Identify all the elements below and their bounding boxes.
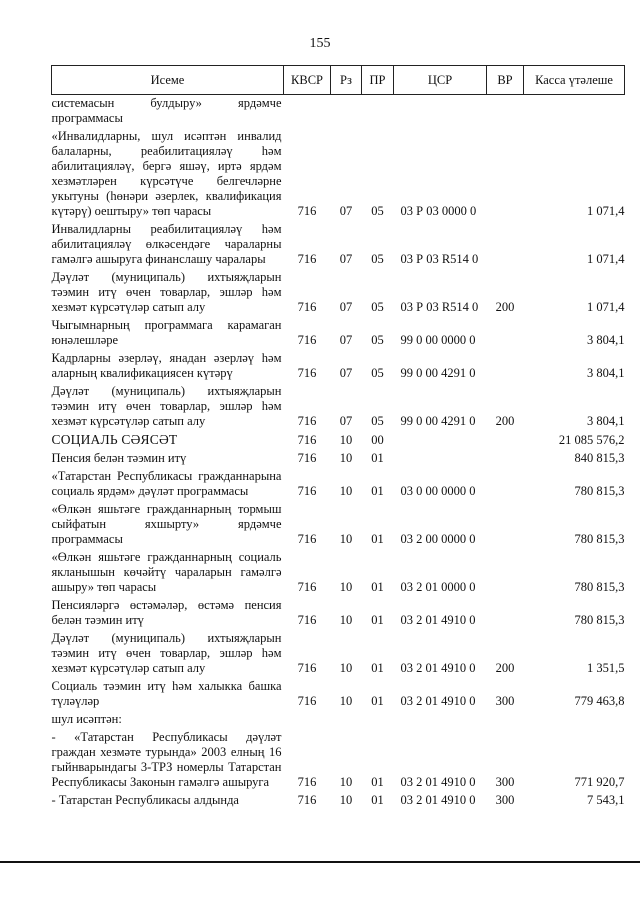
cell-pr: 01: [371, 484, 384, 498]
table-row: [52, 348, 625, 381]
cell-amount: 3 804,1: [587, 414, 625, 428]
cell-pr: 05: [371, 252, 384, 266]
cell-kvsr: [284, 709, 331, 727]
cell-pr: 05: [371, 204, 384, 218]
cell-amount: 1 071,4: [587, 300, 625, 314]
cell-amount: 21 085 576,2: [558, 433, 625, 447]
cell-amount: 780 815,3: [574, 580, 625, 594]
table-row: [52, 595, 625, 628]
cell-rz: 07: [339, 366, 353, 380]
cell-csr: [394, 709, 487, 727]
cell-rz: 10: [339, 580, 353, 594]
cell-vr: 300: [495, 793, 515, 807]
cell-pr: [362, 709, 394, 727]
cell-rz: [331, 95, 362, 127]
cell-rz: 10: [339, 661, 353, 675]
table-body: [52, 95, 625, 809]
cell-rz: 07: [339, 252, 353, 266]
cell-amount: 780 815,3: [574, 484, 625, 498]
cell-amount: [524, 709, 625, 727]
cell-kvsr: 716: [297, 775, 317, 789]
cell-pr: 01: [371, 613, 384, 627]
cell-csr: 99 0 00 4291 0: [400, 366, 476, 380]
column-header-kvsr: КВСР: [284, 66, 331, 95]
cell-vr: [487, 466, 524, 499]
cell-name: - «Татарстан Республикасы дәүләт граждан хезмәте турында» 2003 елның 16 гыйнварындагы 3-ТРЗ номерлы Татарстан Республикасы Законын гамәлгә ашыруга: [51, 730, 282, 789]
cell-kvsr: 716: [297, 252, 317, 266]
cell-csr: 03 2 00 0000 0: [400, 532, 476, 546]
cell-amount: [524, 95, 625, 127]
table-row: [52, 429, 625, 448]
cell-rz: 07: [339, 333, 353, 347]
table-row: [52, 315, 625, 348]
cell-vr: [487, 547, 524, 595]
cell-kvsr: 716: [297, 366, 317, 380]
cell-vr: [487, 219, 524, 267]
page-number: 155: [309, 36, 331, 51]
cell-vr: [487, 126, 524, 219]
cell-rz: 07: [339, 414, 353, 428]
cell-name: Чыгымнарның программага карамаган юнәлешләре: [51, 318, 282, 347]
cell-amount: 3 804,1: [587, 333, 625, 347]
cell-vr: [487, 595, 524, 628]
cell-kvsr: 716: [297, 532, 317, 546]
cell-pr: 00: [371, 433, 384, 447]
cell-vr: [487, 315, 524, 348]
cell-vr: 200: [495, 661, 515, 675]
cell-pr: 01: [371, 775, 384, 789]
cell-vr: 300: [495, 775, 515, 789]
column-header-name: Исеме: [52, 66, 284, 95]
cell-csr: 03 2 01 4910 0: [400, 694, 476, 708]
table-row: [52, 267, 625, 315]
cell-rz: [331, 709, 362, 727]
cell-pr: 01: [371, 580, 384, 594]
cell-amount: 779 463,8: [574, 694, 625, 708]
column-header-kassa: Касса үтәлеше: [524, 66, 625, 95]
cell-kvsr: 716: [297, 300, 317, 314]
cell-kvsr: 716: [297, 333, 317, 347]
cell-vr: [487, 499, 524, 547]
budget-table: [51, 65, 625, 808]
cell-csr: [394, 429, 487, 448]
table-row: [52, 499, 625, 547]
table-row: [52, 219, 625, 267]
cell-csr: 03 Р 03 R514 0: [400, 252, 479, 266]
cell-pr: 01: [371, 661, 384, 675]
cell-kvsr: 716: [297, 414, 317, 428]
cell-name: «Татарстан Республикасы гражданнарына социаль ярдәм» дәүләт программасы: [51, 469, 282, 498]
cell-vr: [487, 448, 524, 466]
cell-amount: 780 815,3: [574, 532, 625, 546]
table-row: [52, 709, 625, 727]
cell-vr: 200: [495, 300, 515, 314]
cell-amount: 840 815,3: [574, 451, 625, 465]
cell-kvsr: 716: [297, 433, 317, 447]
cell-name: Пенсияләргә өстәмәләр, өстәмә пенсия белән тәэмин итү: [51, 598, 282, 627]
table-row: [52, 547, 625, 595]
table-row: [52, 95, 625, 127]
cell-kvsr: 716: [297, 694, 317, 708]
cell-rz: 07: [339, 300, 353, 314]
cell-csr: 03 2 01 4910 0: [400, 661, 476, 675]
cell-vr: [487, 429, 524, 448]
cell-name: Инвалидларны реабилитацияләү һәм абилитацияләү өлкәсендәге чараларны гамәлгә ашыруга финанслашу чаралары: [51, 222, 282, 266]
cell-rz: 10: [339, 433, 353, 447]
cell-kvsr: 716: [297, 580, 317, 594]
cell-kvsr: 716: [297, 204, 317, 218]
cell-kvsr: 716: [297, 613, 317, 627]
cell-amount: 1 071,4: [587, 252, 625, 266]
cell-rz: 10: [339, 613, 353, 627]
cell-rz: 10: [339, 775, 353, 789]
table-row: [52, 676, 625, 709]
cell-rz: 10: [339, 793, 353, 807]
cell-name: «Инвалидларны, шул исәптән инвалид балаларны, реабилитацияләү һәм абилитацияләү, бергә яшәү, иртә ярдәм хезмәтләрен күрсәтүче белгечләрне укытуны (һөнәри әзерлек, квалификация күтәрү) оештыру» төп чарасы: [51, 129, 282, 218]
section-title: СОЦИАЛЬ СӘЯСӘТ: [51, 432, 178, 447]
table-row: [52, 628, 625, 676]
cell-pr: 05: [371, 366, 384, 380]
cell-pr: 01: [371, 532, 384, 546]
cell-csr: 03 2 01 4910 0: [400, 793, 476, 807]
cell-pr: 05: [371, 333, 384, 347]
cell-vr: 200: [495, 414, 515, 428]
cell-amount: 771 920,7: [574, 775, 625, 789]
cell-csr: 03 2 01 4910 0: [400, 613, 476, 627]
cell-csr: 03 Р 03 0000 0: [400, 204, 477, 218]
cell-amount: 3 804,1: [587, 366, 625, 380]
table-row: [52, 466, 625, 499]
cell-name: системасын булдыру» ярдәмче программасы: [51, 96, 282, 125]
cell-pr: [362, 95, 394, 127]
cell-kvsr: 716: [297, 451, 317, 465]
cell-csr: 99 0 00 4291 0: [400, 414, 476, 428]
cell-name: Кадрларны әзерләү, янадан әзерләү һәм аларның квалификациясен күтәрү: [51, 351, 282, 380]
cell-rz: 10: [339, 451, 353, 465]
cell-csr: 03 0 00 0000 0: [400, 484, 476, 498]
cell-amount: 7 543,1: [587, 793, 625, 807]
cell-name: Дәүләт (муниципаль) ихтыяҗларын тәэмин итү өчен товарлар, эшләр һәм хезмәт күрсәтүләр сатып алу: [51, 631, 282, 675]
cell-rz: 10: [339, 532, 353, 546]
table-header: [52, 66, 625, 95]
cell-pr: 01: [371, 451, 384, 465]
cell-name: Дәүләт (муниципаль) ихтыяҗларын тәэмин итү өчен товарлар, эшләр һәм хезмәт күрсәтүләр сатып алу: [51, 384, 282, 428]
cell-name: Социаль тәэмин итү һәм халыкка башка түләүләр: [51, 679, 282, 708]
cell-kvsr: [284, 95, 331, 127]
column-header-pr: ПР: [362, 66, 394, 95]
cell-csr: [394, 448, 487, 466]
cell-name: - Татарстан Республикасы алдында: [51, 793, 239, 807]
cell-amount: 1 351,5: [587, 661, 625, 675]
cell-vr: 300: [495, 694, 515, 708]
cell-rz: 07: [339, 204, 353, 218]
column-header-vr: ВР: [487, 66, 524, 95]
cell-amount: 780 815,3: [574, 613, 625, 627]
cell-csr: 99 0 00 0000 0: [400, 333, 476, 347]
cell-vr: [487, 95, 524, 127]
column-header-rz: Рз: [331, 66, 362, 95]
cell-csr: 03 2 01 4910 0: [400, 775, 476, 789]
cell-pr: 05: [371, 414, 384, 428]
column-header-csr: ЦСР: [394, 66, 487, 95]
cell-kvsr: 716: [297, 793, 317, 807]
cell-amount: 1 071,4: [587, 204, 625, 218]
table-row: [52, 790, 625, 808]
cell-kvsr: 716: [297, 661, 317, 675]
cell-name: «Өлкән яшьтәге гражданнарның тормыш сыйфатын яхшырту» ярдәмче программасы: [51, 502, 282, 546]
cell-csr: 03 Р 03 R514 0: [400, 300, 479, 314]
table-row: [52, 727, 625, 790]
cell-rz: 10: [339, 484, 353, 498]
cell-vr: [487, 709, 524, 727]
cell-pr: 01: [371, 694, 384, 708]
cell-pr: 01: [371, 793, 384, 807]
cell-name: Дәүләт (муниципаль) ихтыяҗларын тәэмин итү өчен товарлар, эшләр һәм хезмәт күрсәтүләр сатып алу: [51, 270, 282, 314]
cell-rz: 10: [339, 694, 353, 708]
cell-kvsr: 716: [297, 484, 317, 498]
cell-name: «Өлкән яшьтәге гражданнарның социаль якланышын көчәйтү чараларын гамәлгә ашыру» төп чарасы: [51, 550, 282, 594]
cell-pr: 05: [371, 300, 384, 314]
page-bottom-rule: [0, 861, 640, 863]
cell-vr: [487, 348, 524, 381]
cell-csr: 03 2 01 0000 0: [400, 580, 476, 594]
cell-name: [52, 429, 284, 448]
table-row: [52, 126, 625, 219]
cell-csr: [394, 95, 487, 127]
table-row: [52, 448, 625, 466]
cell-name: Пенсия белән тәэмин итү: [51, 451, 187, 465]
table-row: [52, 381, 625, 429]
cell-name: шул исәптән:: [51, 712, 122, 726]
